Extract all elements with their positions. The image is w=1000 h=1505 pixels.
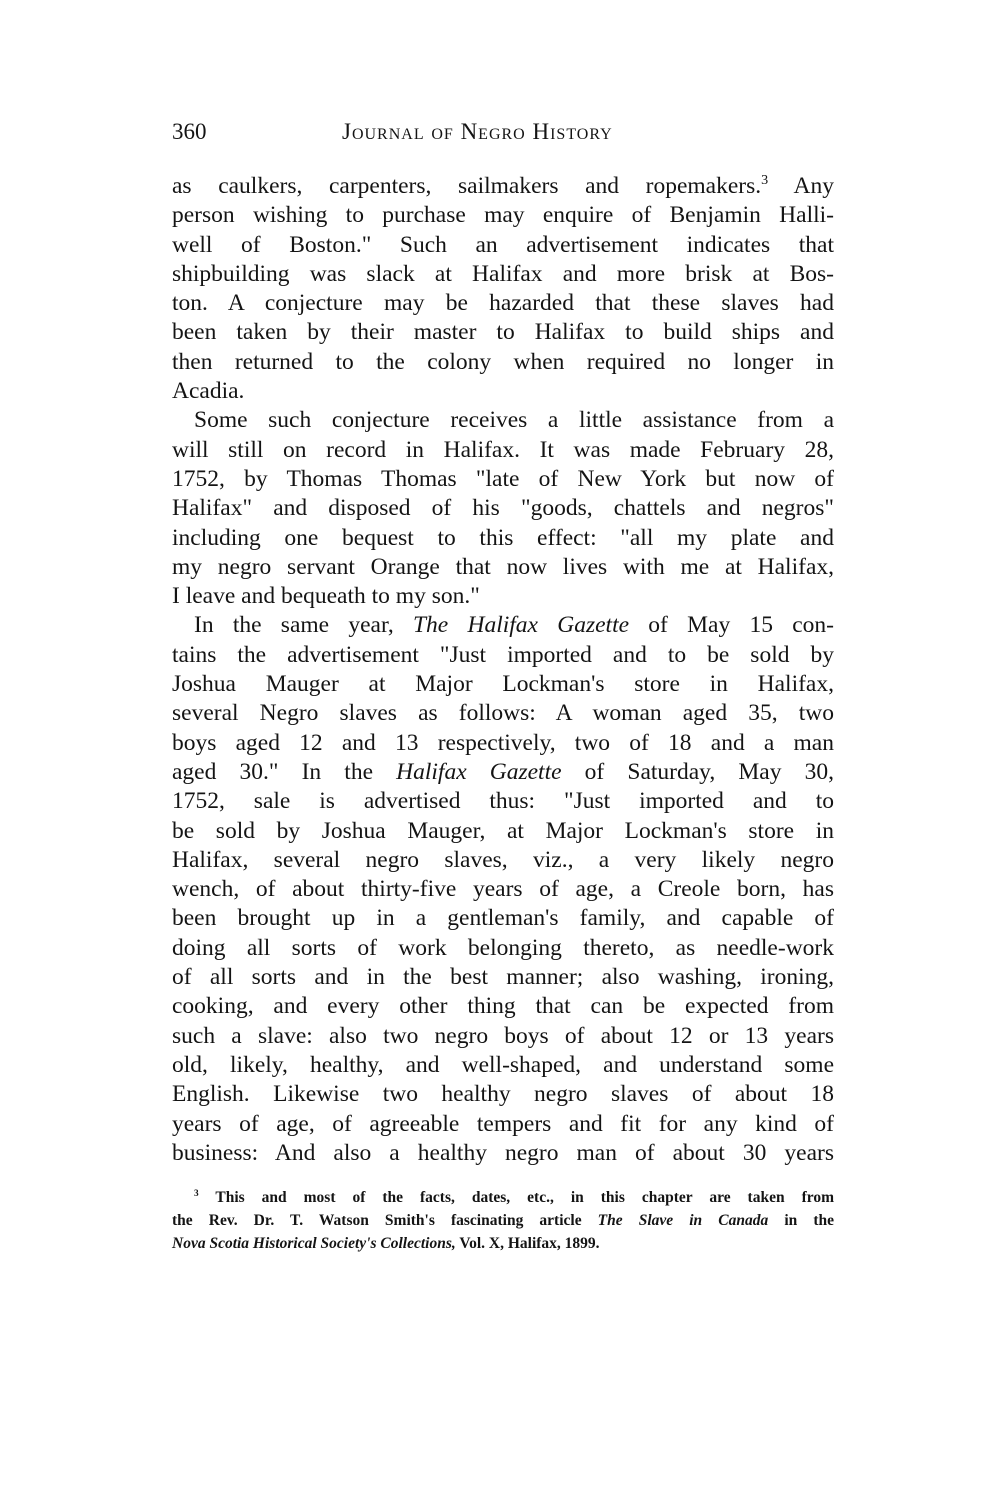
text-line: well of Boston." Such an advertisement indicates that — [172, 231, 834, 258]
text-line: doing all sorts of work belonging thereto, as needle-work — [172, 934, 834, 961]
text-line: I leave and bequeath to my son." — [172, 583, 480, 610]
text-line: then returned to the colony when required no longer in — [172, 348, 834, 375]
text-line: 1752, sale is advertised thus: "Just imported and to — [172, 788, 834, 815]
page-header — [172, 112, 832, 152]
footnote — [172, 1186, 834, 1255]
text-line: ton. A conjecture may be hazarded that these slaves had — [172, 290, 834, 317]
text-line: boys aged 12 and 13 respectively, two of 18 and a man — [172, 729, 834, 756]
body-text — [172, 172, 834, 1168]
text-line: Acadia. — [172, 378, 245, 405]
text-line: as caulkers, carpenters, sailmakers and ropemakers.$^3$ Any — [172, 172, 834, 199]
text-line: including one bequest to this effect: "all my plate and — [172, 524, 834, 551]
running-head: Journal of Negro History — [342, 119, 613, 144]
text-line: Joshua Mauger at Major Lockman's store in Halifax, — [172, 671, 834, 698]
text-line: aged 30." In the Halifax Gazette of Saturday, May 30, — [172, 758, 834, 785]
footnote-marker: 3 — [194, 1188, 199, 1199]
text-line: shipbuilding was slack at Halifax and more brisk at Bos- — [172, 260, 834, 287]
text-line: been taken by their master to Halifax to build ships and — [172, 319, 834, 346]
page-number: 360 — [172, 119, 207, 144]
text-line: cooking, and every other thing that can be expected from — [172, 993, 834, 1020]
text-line: Some such conjecture receives a little assistance from a — [194, 407, 834, 434]
text-line: business: And also a healthy negro man of about 30 years — [172, 1139, 834, 1166]
text-line: person wishing to purchase may enquire of Benjamin Halli- — [172, 202, 834, 229]
text-line: Halifax" and disposed of his "goods, chattels and negros" — [172, 495, 834, 522]
footnote-line: Nova Scotia Historical Society's Collections, Vol. X, Halifax, 1899. — [172, 1235, 600, 1252]
text-line: years of age, of agreeable tempers and fit for any kind of — [172, 1110, 834, 1137]
text-line: 1752, by Thomas Thomas "late of New York but now of — [172, 465, 834, 492]
text-line: English. Likewise two healthy negro slaves of about 18 — [172, 1081, 834, 1108]
footnote-ref: 3 — [761, 172, 769, 189]
text-line: will still on record in Halifax. It was made February 28, — [172, 436, 834, 463]
text-line: tains the advertisement "Just imported and to be sold by — [172, 641, 834, 668]
text-line: several Negro slaves as follows: A woman aged 35, two — [172, 700, 834, 727]
text-line: of all sorts and in the best manner; also washing, ironing, — [172, 964, 834, 991]
text-line: been brought up in a gentleman's family, and capable of — [172, 905, 834, 932]
text-line: my negro servant Orange that now lives with me at Halifax, — [172, 553, 834, 580]
text-line: wench, of about thirty-five years of age, a Creole born, has — [172, 876, 834, 903]
text-line: be sold by Joshua Mauger, at Major Lockman's store in — [172, 817, 834, 844]
footnote-line: the Rev. Dr. T. Watson Smith's fascinating article The Slave in Canada in the — [172, 1212, 835, 1229]
text-line: Halifax, several negro slaves, viz., a very likely negro — [172, 846, 834, 873]
text-line: old, likely, healthy, and well-shaped, and understand some — [172, 1051, 834, 1078]
text-line: In the same year, The Halifax Gazette of May 15 con- — [194, 612, 834, 639]
footnote-line: $^3$ This and most of the facts, dates, etc., in this chapter are taken from — [194, 1188, 834, 1206]
text-line: such a slave: also two negro boys of about 12 or 13 years — [172, 1022, 834, 1049]
